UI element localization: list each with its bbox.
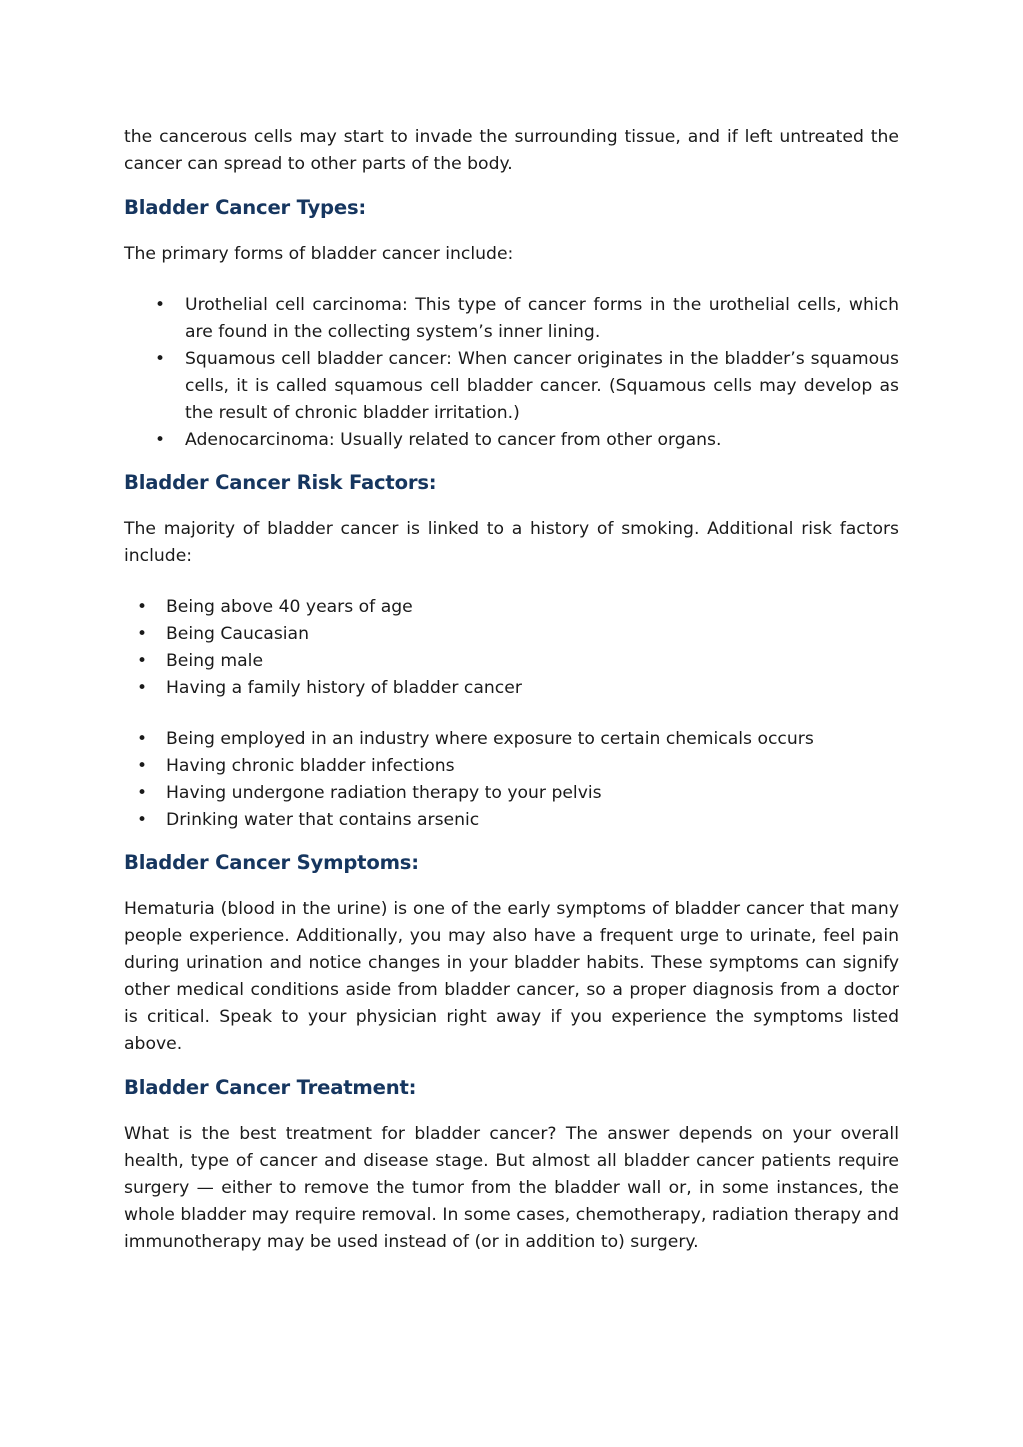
risk-list-2 xyxy=(124,726,899,834)
symptoms-heading: Bladder Cancer Symptoms: xyxy=(124,851,419,874)
risk-list-1 xyxy=(124,594,899,702)
risk-heading: Bladder Cancer Risk Factors: xyxy=(124,471,437,494)
bullet-icon: • xyxy=(155,295,166,315)
risk-intro: The majority of bladder cancer is linked to a history of smoking. Additional risk factors include: xyxy=(124,519,899,566)
types-intro: The primary forms of bladder cancer include: xyxy=(124,244,514,264)
list-item: • Being employed in an industry where exposure to certain chemicals occurs xyxy=(124,726,899,753)
list-item: • Having chronic bladder infections xyxy=(124,753,899,780)
treatment-heading: Bladder Cancer Treatment: xyxy=(124,1076,417,1099)
intro-continuation-paragraph: the cancerous cells may start to invade the surrounding tissue, and if left untreated the cancer can spread to other parts of the body. xyxy=(124,127,899,174)
list-item: • Being Caucasian xyxy=(124,621,899,648)
bullet-icon: • xyxy=(137,756,148,776)
list-item: • Having a family history of bladder cancer xyxy=(124,675,899,702)
list-item: • Drinking water that contains arsenic xyxy=(124,807,899,834)
list-item: • Being above 40 years of age xyxy=(124,594,899,621)
bullet-icon: • xyxy=(137,783,148,803)
list-item: • Squamous cell bladder cancer: When cancer originates in the bladder’s squamous cells, it is called squamous cell bladder cancer. (Squamous cells may develop as the result of chronic bladder irritation.) xyxy=(124,346,899,427)
types-list xyxy=(124,292,899,454)
document-page xyxy=(124,124,899,1256)
bullet-icon: • xyxy=(137,651,148,671)
treatment-paragraph: What is the best treatment for bladder cancer? The answer depends on your overall health, type of cancer and disease stage. But almost all bladder cancer patients require surgery — either to remove the tumor from the bladder wall or, in some instances, the whole bladder may require removal. In some cases, chemotherapy, radiation therapy and immunotherapy may be used instead of (or in addition to) surgery. xyxy=(124,1124,899,1252)
bullet-icon: • xyxy=(137,624,148,644)
list-item: • Having undergone radiation therapy to your pelvis xyxy=(124,780,899,807)
list-item: • Being male xyxy=(124,648,899,675)
bullet-icon: • xyxy=(155,430,166,450)
bullet-icon: • xyxy=(137,729,148,749)
bullet-icon: • xyxy=(137,597,148,617)
bullet-icon: • xyxy=(155,349,166,369)
symptoms-paragraph: Hematuria (blood in the urine) is one of the early symptoms of bladder cancer that many people experience. Additionally, you may also have a frequent urge to urinate, feel pain during urination and notice changes in your bladder habits. These symptoms can signify other medical conditions aside from bladder cancer, so a proper diagnosis from a doctor is critical. Speak to your physician right away if you experience the symptoms listed above. xyxy=(124,899,899,1054)
list-item: • Adenocarcinoma: Usually related to cancer from other organs. xyxy=(124,427,899,454)
bullet-icon: • xyxy=(137,678,148,698)
list-item: • Urothelial cell carcinoma: This type of cancer forms in the urothelial cells, which are found in the collecting system’s inner lining. xyxy=(124,292,899,346)
types-heading: Bladder Cancer Types: xyxy=(124,196,367,219)
bullet-icon: • xyxy=(137,810,148,830)
